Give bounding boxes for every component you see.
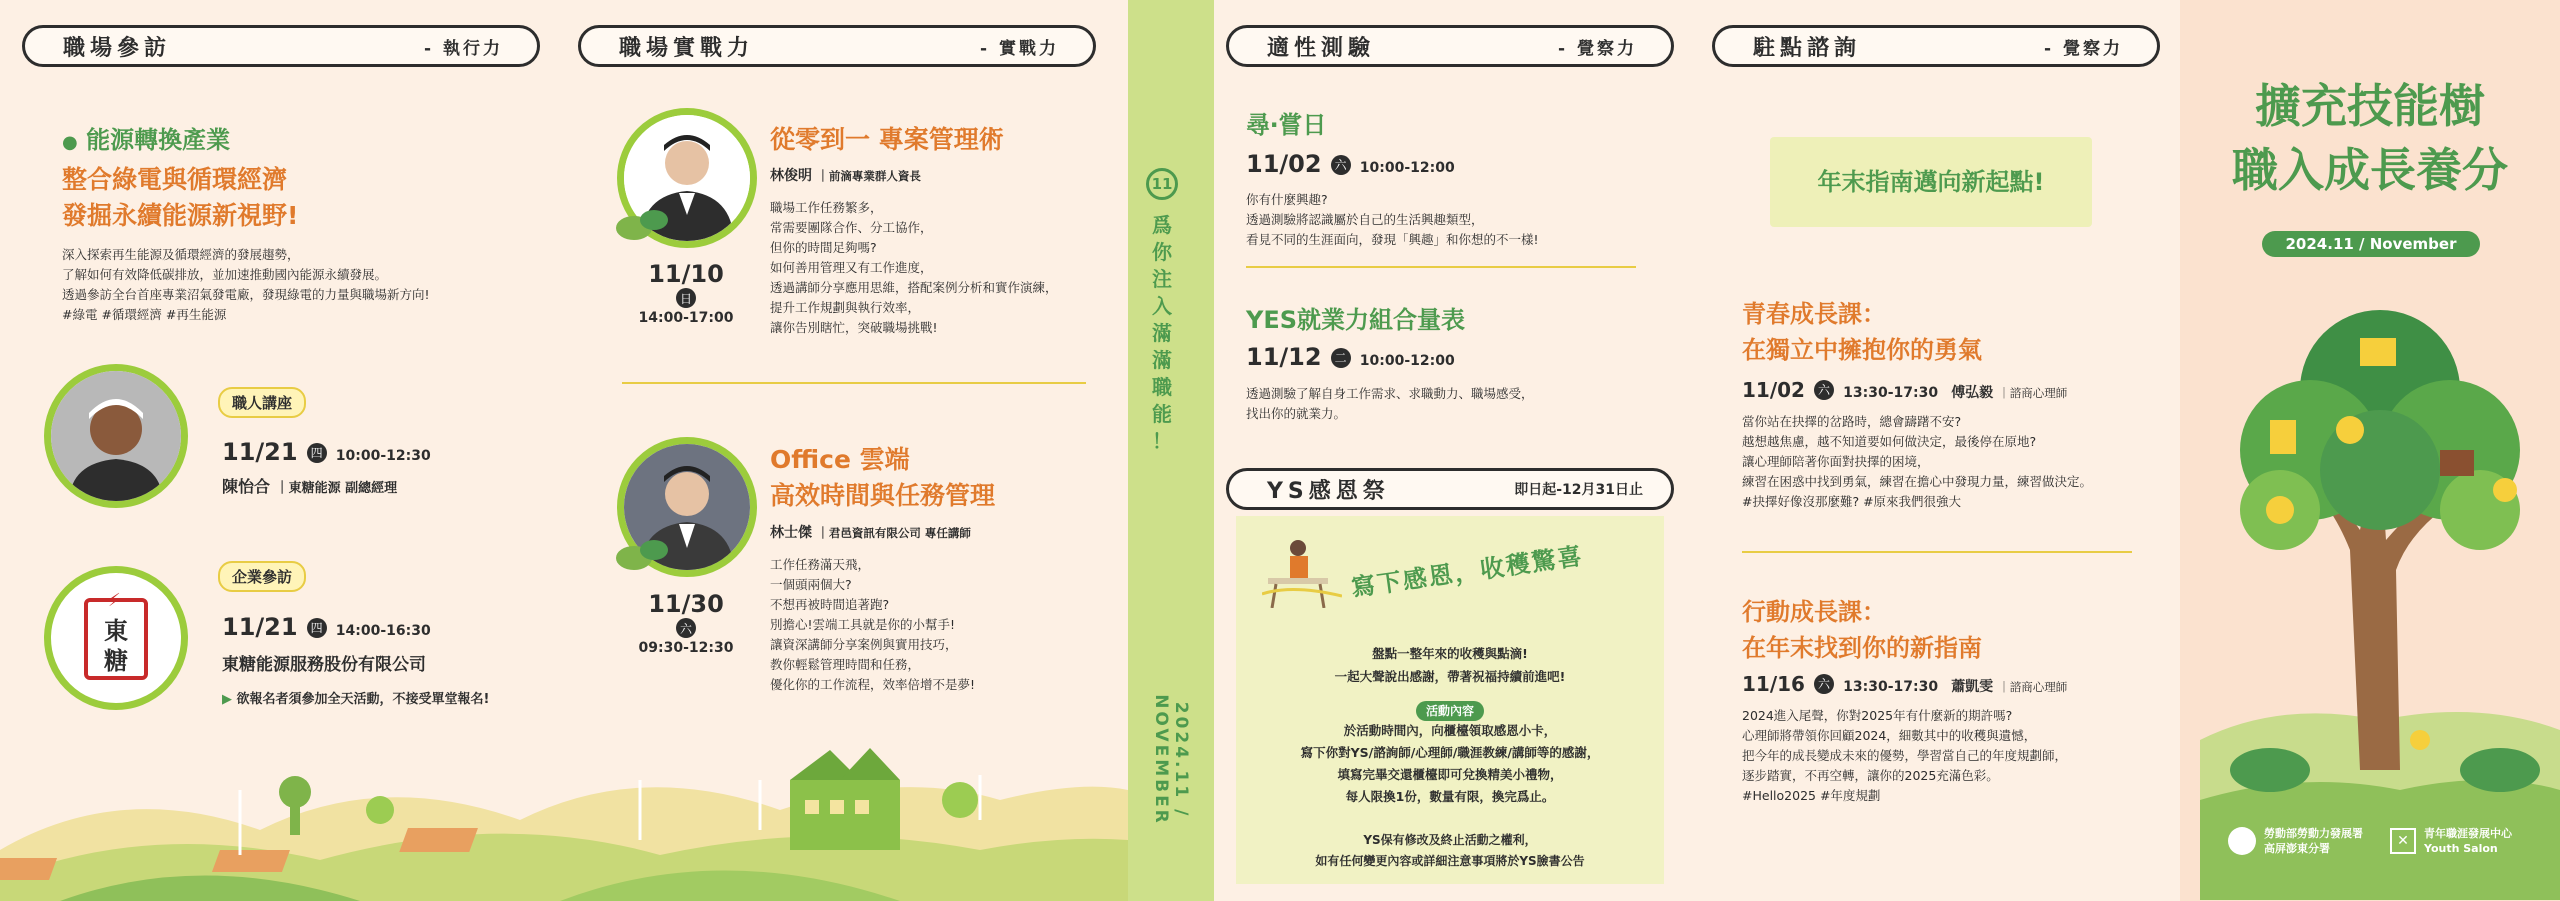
visit-company: 東糖能源服務股份有限公司 bbox=[222, 655, 426, 675]
section-header-onsite-consult bbox=[1712, 25, 2160, 67]
test1-schedule: 11/02 六 10:00-12:00 bbox=[1246, 150, 1455, 178]
ys-rules: 於活動時間內，向櫃檯領取感恩小卡， 寫下你對YS/諮詢師/心理師/職涯教練/講師等的感謝， 填寫完畢交還櫃檯即可兌換精美小禮物， 每人限換1份，數量有限，換完爲止。 bbox=[1300, 723, 1600, 804]
test1-description: 你有什麼興趣? 透過測驗將認識屬於自己的生活興趣類型， 看見不同的生涯面向，發現「興趣」和你想的不一樣! bbox=[1246, 192, 1539, 247]
speaker-photo-chen bbox=[44, 364, 188, 508]
vertical-date: 2024.11 / NOVEMBER bbox=[1151, 694, 1191, 826]
ys-banner-title: 寫下感恩，收穫驚喜 bbox=[1349, 541, 1586, 603]
test2-description: 透過測驗了解自身工作需求、求職動力、職場感受， 找出你的就業力。 bbox=[1246, 386, 1534, 421]
course1-schedule: 11/10日 14:00-17:00 bbox=[638, 260, 734, 326]
section-subtitle: - 覺察力 bbox=[1558, 38, 1637, 59]
visit-schedule: 11/21 四 14:00-16:30 bbox=[222, 613, 431, 641]
lightning-icon: ⚡ bbox=[108, 590, 121, 611]
skill-tree-illustration bbox=[2200, 300, 2560, 900]
section-title: YS感恩祭 bbox=[1267, 478, 1390, 504]
class-a-schedule: 11/02 六 13:30-17:30 傅弘毅 ｜諮商心理師 bbox=[1742, 378, 2068, 402]
leaf-decoration bbox=[612, 528, 672, 578]
leaf-decoration bbox=[612, 198, 672, 248]
class-b-title: 行動成長課： 在年末找到你的新指南 bbox=[1742, 598, 1982, 662]
section-title: 職場實戰力 bbox=[619, 35, 755, 61]
headline: 整合綠電與循環經濟 發掘永續能源新視野! bbox=[62, 165, 299, 230]
course2-title: Office 雲端 高效時間與任務管理 bbox=[770, 445, 996, 510]
company-logo-circle bbox=[44, 566, 188, 710]
ys-intro: 盤點一整年來的收穫與點滴! 一起大聲說出感謝，帶著祝福持續前進吧! bbox=[1334, 646, 1566, 684]
talk-tag: 職人講座 bbox=[218, 387, 306, 418]
class-a-title: 青春成長課： 在獨立中擁抱你的勇氣 bbox=[1742, 300, 1982, 364]
course1-description: 職場工作任務繁多， 常需要團隊合作、分工協作， 但你的時間足夠嗎? 如何善用管理又有工作進度， 透過講師分享應用思維，搭配案例分析和實作演練， 提升工作規劃與執行效率， 讓你告別瞎忙，突破職場挑戰! bbox=[770, 200, 1058, 335]
section-subtitle: - 實戰力 bbox=[980, 38, 1059, 59]
section-subtitle: - 覺察力 bbox=[2044, 38, 2123, 59]
class-a-description: 當你站在抉擇的岔路時，總會躊躇不安? 越想越焦慮，越不知道要如何做決定，最後停在原地? 讓心理師陪著你面對抉擇的困境， 練習在困惑中找到勇氣，練習在擔心中發現力量，練習做決定。 #抉擇好像沒那麼難? #原來我們很強大 bbox=[1742, 414, 2093, 509]
cover-date-badge: 2024.11 / November bbox=[2262, 231, 2480, 257]
divider bbox=[1246, 266, 1636, 268]
divider bbox=[622, 382, 1086, 384]
landscape-illustration bbox=[0, 740, 1128, 901]
section-header-ys-thanks bbox=[1226, 468, 1674, 510]
month-number: 11 bbox=[1146, 168, 1178, 200]
test2-schedule: 11/12 二 10:00-12:00 bbox=[1246, 343, 1455, 371]
writing-person-illustration bbox=[1262, 534, 1342, 608]
section-header-aptitude-test bbox=[1226, 25, 1674, 67]
section-header-workplace-skill bbox=[578, 25, 1096, 67]
course2-description: 工作任務滿天飛， 一個頭兩個大? 不想再被時間追著跑? 別擔心!雲端工具就是你的小幫手! 讓資深講師分享案例與實用技巧， 教你輕鬆管理時間和任務， 優化你的工作流程，效率倍增不是夢! bbox=[770, 557, 976, 692]
section-header-workplace-visit bbox=[22, 25, 540, 67]
test1-title: 尋‧嘗日 bbox=[1246, 111, 1327, 139]
course1-speaker: 林俊明 ｜前滴專業群人資長 bbox=[770, 168, 921, 184]
vertical-tagline: 爲 你 注 入 滿 滿 職 能 ！ bbox=[1152, 213, 1172, 453]
class-b-schedule: 11/16 六 13:30-17:30 蕭凱雯 ｜諮商心理師 bbox=[1742, 672, 2068, 696]
section-title: 職場參訪 bbox=[63, 35, 172, 61]
youth-salon-icon: ✕ bbox=[2390, 828, 2416, 854]
course2-schedule: 11/30六 09:30-12:30 bbox=[638, 590, 734, 656]
pin-icon: ● bbox=[62, 132, 78, 153]
section-title: 駐點諮詢 bbox=[1753, 35, 1862, 61]
registration-note: ▶ 欲報名者須參加全天活動，不接受單堂報名! bbox=[222, 692, 490, 707]
class-b-description: 2024進入尾聲，你對2025年有什麼新的期許嗎? 心理師將帶領你回顧2024，細數其中的收穫與遺憾， 把今年的成長變成未來的優勢，學習當自己的年度規劃師， 逐步踏實，不再空轉，讓你的2025充滿色彩。 #Hello2025 #年度規劃 bbox=[1742, 708, 2068, 803]
talk-speaker: 陳怡合 ｜東糖能源 副總經理 bbox=[222, 477, 398, 496]
org-logo-1: 勞動部勞動力發展署 高屏澎東分署 bbox=[2228, 826, 2363, 856]
ys-disclaimer: YS保有修改及終止活動之權利， 如有任何變更內容或詳細注意事項將於YS臉書公告 bbox=[1315, 833, 1585, 868]
activity-content-tag: 活動內容 bbox=[1416, 701, 1484, 721]
labor-ministry-icon bbox=[2228, 827, 2256, 855]
event-period: 即日起-12月31日止 bbox=[1514, 482, 1643, 498]
test2-title: YES就業力組合量表 bbox=[1246, 306, 1466, 334]
year-end-banner: 年末指南邁向新起點! bbox=[1770, 137, 2092, 227]
triangle-icon: ▶ bbox=[222, 692, 232, 707]
org-logo-2: ✕ 青年職涯發展中心 Youth Salon bbox=[2390, 826, 2512, 856]
course1-title: 從零到一 專案管理術 bbox=[770, 125, 1004, 154]
visit-description: 深入探索再生能源及循環經濟的發展趨勢， 了解如何有效降低碳排放，並加速推動國內能源永續發展。 透過參訪全台首座專業沼氣發電廠，發現綠電的力量與職場新方向! #綠電 #循環經濟 #再生能源 bbox=[62, 247, 430, 322]
company-logo: ⚡ 東糖 bbox=[84, 598, 148, 680]
course2-speaker: 林士傑 ｜君邑資訊有限公司 專任講師 bbox=[770, 525, 971, 541]
divider bbox=[1742, 551, 2132, 553]
industry-heading: ● 能源轉換產業 bbox=[62, 126, 231, 154]
section-title: 適性測驗 bbox=[1267, 35, 1376, 61]
talk-schedule: 11/21 四 10:00-12:30 bbox=[222, 438, 431, 466]
cover-title: 擴充技能樹 職入成長養分 bbox=[2232, 79, 2508, 197]
section-subtitle: - 執行力 bbox=[424, 38, 503, 59]
visit-tag: 企業參訪 bbox=[218, 561, 306, 592]
